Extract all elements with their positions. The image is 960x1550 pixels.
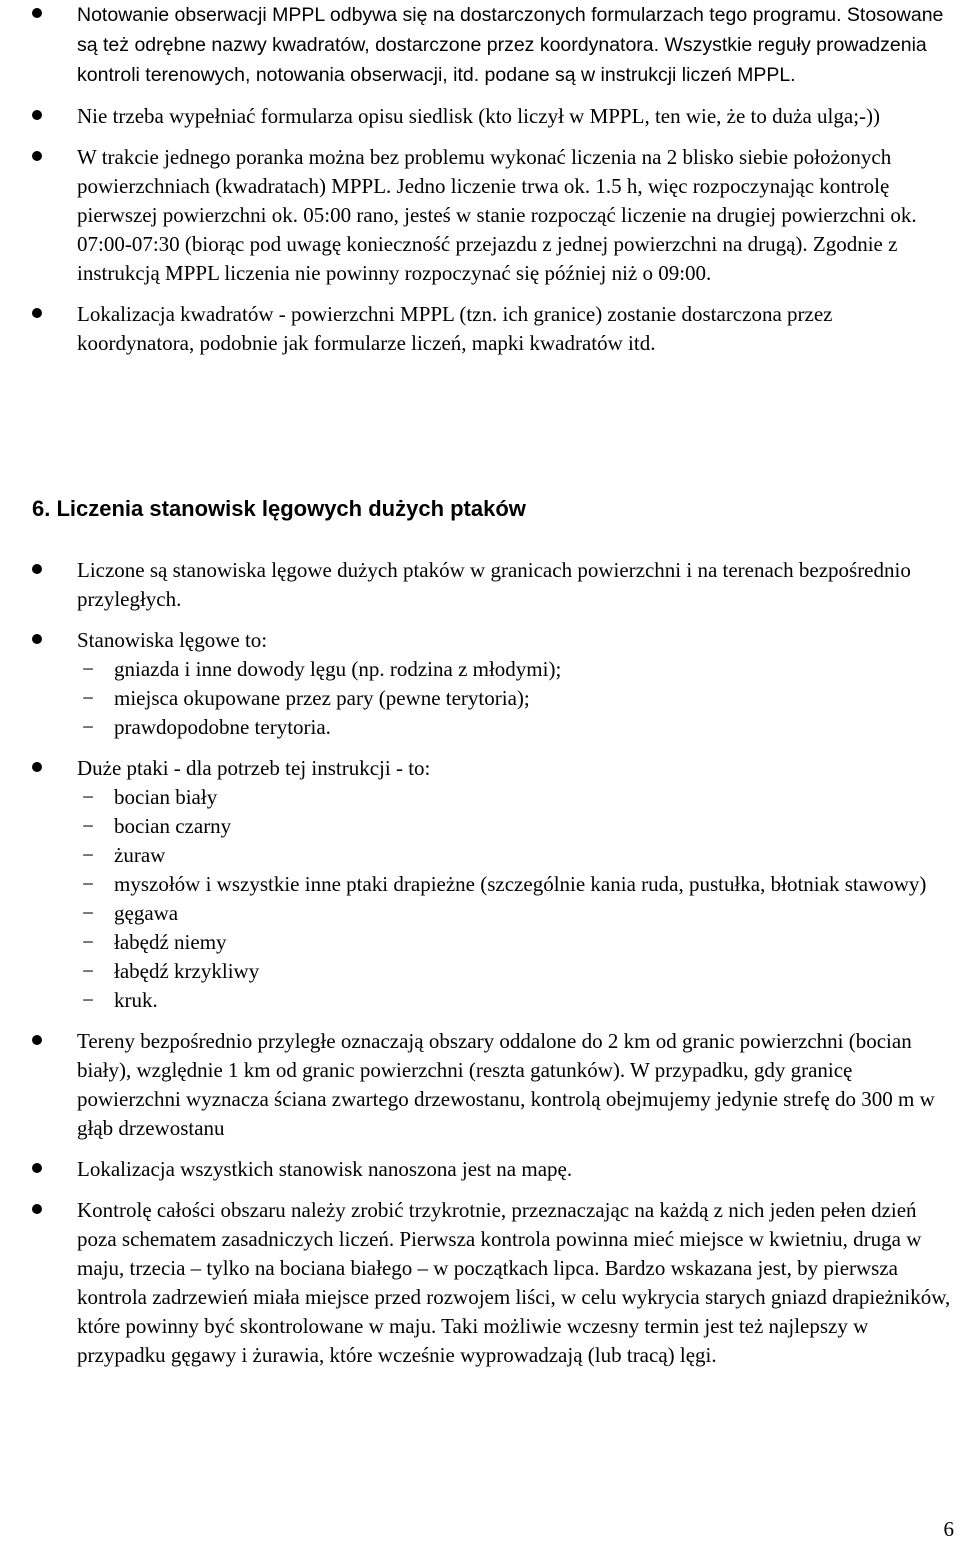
list-item (0, 102, 960, 131)
bullet-icon (32, 762, 42, 772)
sublist-item (77, 986, 954, 1015)
birds-sublist (77, 783, 954, 1015)
sublist-item-text: bocian czarny (114, 814, 232, 838)
page-number: 6 (943, 1517, 954, 1541)
list-item-text: Kontrolę całości obszaru należy zrobić trzykrotnie, przeznaczając na każdą z nich jeden pełen dzień poza schematem zasadniczych liczeń. Pierwsza kontrola powinna mieć miejsce w kwietniu, druga w maju, trzecia – tylko na bociana białego – w początkach lipca. Bardzo wskazana jest, by pierwsza kontrola zadrzewień miała miejsce przed rozwojem liści, w celu wykrycia starych gniazd drapieżników, które powinny być skontrolowane w maju. Taki możliwie wczesny termin jest też najlepszy w przypadku gęgawy i żurawia, które wcześnie wyprowadzają (lub tracą) lęgi. (77, 1198, 951, 1367)
sublist-item-text: miejsca okupowane przez pary (pewne terytoria); (114, 686, 530, 710)
sites-sublist (77, 655, 954, 742)
sublist-item (77, 870, 954, 899)
list-item-label: Duże ptaki - dla potrzeb tej instrukcji - to: (77, 756, 431, 780)
bullet-icon (32, 1163, 42, 1173)
dash-icon: − (82, 959, 94, 983)
sublist-item-text: gęgawa (114, 901, 179, 925)
sublist-item (77, 812, 954, 841)
sublist-item (77, 841, 954, 870)
list-item (0, 626, 960, 742)
list-item-text: Lokalizacja wszystkich stanowisk nanoszona jest na mapę. (77, 1157, 573, 1181)
bullet-icon (32, 110, 42, 120)
lower-bullet-list (0, 556, 960, 1382)
dash-icon: − (82, 901, 94, 925)
list-item-text: Lokalizacja kwadratów - powierzchni MPPL (tzn. ich granice) zostanie dostarczona przez koordynatora, podobnie jak formularze liczeń, mapki kwadratów itd. (77, 302, 833, 355)
bullet-icon (32, 634, 42, 644)
bullet-icon (32, 308, 42, 318)
list-item-text: Liczone są stanowiska lęgowe dużych ptaków w granicach powierzchni i na terenach bezpośrednio przyległych. (77, 558, 911, 611)
dash-icon: − (82, 715, 94, 739)
sublist-item (77, 899, 954, 928)
sublist-item-text: bocian biały (114, 785, 218, 809)
list-item-text: Notowanie obserwacji MPPL odbywa się na dostarczonych formularzach tego programu. Stosowane są też odrębne nazwy kwadratów, dostarczone przez koordynatora. Wszystkie reguły prowadzenia kontroli terenowych, notowania obserwacji, itd. podane są w instrukcji liczeń MPPL. (77, 4, 944, 86)
bullet-icon (32, 1204, 42, 1214)
dash-icon: − (82, 814, 94, 838)
bullet-icon (32, 8, 42, 18)
list-item-text: Nie trzeba wypełniać formularza opisu siedlisk (kto liczył w MPPL, ten wie, że to duża ulga;-)) (77, 104, 881, 128)
sublist-item (77, 655, 954, 684)
sublist-item-text: łabędź niemy (114, 930, 227, 954)
sublist-item (77, 713, 954, 742)
list-item (0, 1155, 960, 1184)
list-item (0, 1196, 960, 1370)
sublist-item-text: żuraw (114, 843, 166, 867)
bullet-icon (32, 564, 42, 574)
sublist-item-text: prawdopodobne terytoria. (114, 715, 331, 739)
sublist-item (77, 783, 954, 812)
dash-icon: − (82, 930, 94, 954)
dash-icon: − (82, 872, 94, 896)
dash-icon: − (82, 988, 94, 1012)
list-item (0, 1027, 960, 1143)
list-item (0, 300, 960, 358)
list-item-text: W trakcie jednego poranka można bez problemu wykonać liczenia na 2 blisko siebie położonych powierzchniach (kwadratach) MPPL. Jedno liczenie trwa ok. 1.5 h, więc rozpoczynając kontrolę pierwszej powierzchni ok. 05:00 rano, jesteś w stanie rozpocząć liczenie na drugiej powierzchni ok. 07:00-07:30 (biorąc pod uwagę konieczność przejazdu z jednej powierzchni na drugą). Zgodnie z instrukcją MPPL liczenia nie powinny rozpoczynać się później niż o 09:00. (77, 145, 917, 285)
list-item-text: Tereny bezpośrednio przyległe oznaczają obszary oddalone do 2 km od granic powierzchni (bocian biały), względnie 1 km od granic powierzchni (reszta gatunków). W przypadku, gdy granicę powierzchni wyznacza ściana zwartego drzewostanu, kontrolą obejmujemy jedynie strefę do 300 m w głąb drzewostanu (77, 1029, 935, 1140)
sublist-item-text: kruk. (114, 988, 158, 1012)
list-item (0, 556, 960, 614)
sublist-item-text: łabędź krzykliwy (114, 959, 260, 983)
sublist-item (77, 684, 954, 713)
list-item (0, 0, 960, 90)
bullet-icon (32, 1035, 42, 1045)
sublist-item (77, 928, 954, 957)
list-item-label: Stanowiska lęgowe to: (77, 628, 268, 652)
list-item (0, 754, 960, 1015)
bullet-icon (32, 151, 42, 161)
sublist-item (77, 957, 954, 986)
sublist-item-text: gniazda i inne dowody lęgu (np. rodzina z młodymi); (114, 657, 562, 681)
list-item (0, 143, 960, 288)
dash-icon: − (82, 657, 94, 681)
section-heading: 6. Liczenia stanowisk lęgowych dużych ptaków (32, 496, 526, 521)
dash-icon: − (82, 686, 94, 710)
sublist-item-text: myszołów i wszystkie inne ptaki drapieżne (szczególnie kania ruda, pustułka, błotniak stawowy) (114, 872, 927, 896)
dash-icon: − (82, 843, 94, 867)
dash-icon: − (82, 785, 94, 809)
upper-bullet-list (0, 0, 960, 370)
